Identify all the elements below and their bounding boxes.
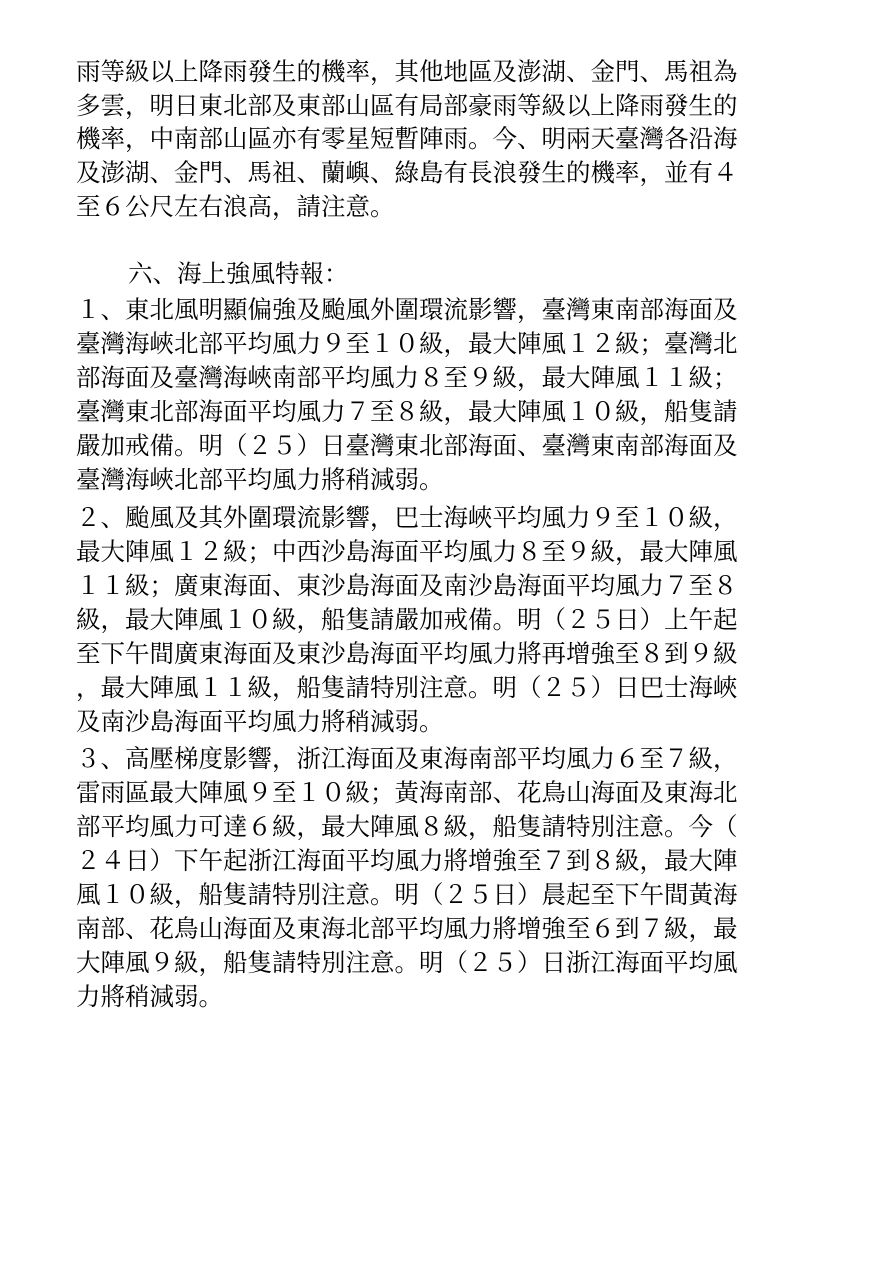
- section-heading: 六、海上強風特報：: [128, 259, 349, 288]
- item3-line-2: 雷雨區最大陣風９至１０級；黃海南部、花鳥山海面及東海北: [76, 778, 738, 807]
- item1-line-3: 部海面及臺灣海峽南部平均風力８至９級，最大陣風１１級；: [76, 363, 738, 392]
- item1-line-1: １、東北風明顯偏強及颱風外圍環流影響，臺灣東南部海面及: [76, 295, 738, 324]
- item1-line-2: 臺灣海峽北部平均風力９至１０級，最大陣風１２級；臺灣北: [76, 329, 738, 358]
- intro-line-4: 及澎湖、金門、馬祖、蘭嶼、綠島有長浪發生的機率，並有４: [76, 158, 738, 187]
- item2-line-3: １１級；廣東海面、東沙島海面及南沙島海面平均風力７至８: [76, 571, 738, 600]
- item3-line-5: 風１０級，船隻請特別注意。明（２５日）晨起至下午間黃海: [76, 880, 738, 909]
- item2-line-5: 至下午間廣東海面及東沙島海面平均風力將再增強至８到９級: [76, 639, 738, 668]
- item1-line-6: 臺灣海峽北部平均風力將稍減弱。: [76, 465, 444, 494]
- item3-line-1: ３、高壓梯度影響，浙江海面及東海南部平均風力６至７級，: [76, 744, 738, 773]
- item3-line-4: ２４日）下午起浙江海面平均風力將增強至７到８級，最大陣: [76, 846, 738, 875]
- item3-line-6: 南部、花鳥山海面及東海北部平均風力將增強至６到７級，最: [76, 914, 738, 943]
- item2-line-7: 及南沙島海面平均風力將稍減弱。: [76, 707, 444, 736]
- intro-line-3: 機率，中南部山區亦有零星短暫陣雨。今、明兩天臺灣各沿海: [76, 124, 738, 153]
- item3-line-7: 大陣風９級，船隻請特別注意。明（２５）日浙江海面平均風: [76, 948, 738, 977]
- intro-line-1: 雨等級以上降雨發生的機率，其他地區及澎湖、金門、馬祖為: [76, 57, 738, 86]
- item3-line-3: 部平均風力可達６級，最大陣風８級，船隻請特別注意。今（: [76, 812, 738, 841]
- item2-line-1: ２、颱風及其外圍環流影響，巴士海峽平均風力９至１０級，: [76, 503, 738, 532]
- item1-line-5: 嚴加戒備。明（２５）日臺灣東北部海面、臺灣東南部海面及: [76, 431, 738, 460]
- item2-line-6: ，最大陣風１１級，船隻請特別注意。明（２５）日巴士海峽: [76, 673, 738, 702]
- item3-line-8: 力將稍減弱。: [76, 982, 223, 1011]
- intro-line-5: 至６公尺左右浪高，請注意。: [76, 192, 395, 221]
- item2-line-4: 級，最大陣風１０級，船隻請嚴加戒備。明（２５日）上午起: [76, 605, 738, 634]
- item1-line-4: 臺灣東北部海面平均風力７至８級，最大陣風１０級，船隻請: [76, 397, 738, 426]
- item2-line-2: 最大陣風１２級；中西沙島海面平均風力８至９級，最大陣風: [76, 537, 738, 566]
- intro-line-2: 多雲，明日東北部及東部山區有局部豪雨等級以上降雨發生的: [76, 91, 738, 120]
